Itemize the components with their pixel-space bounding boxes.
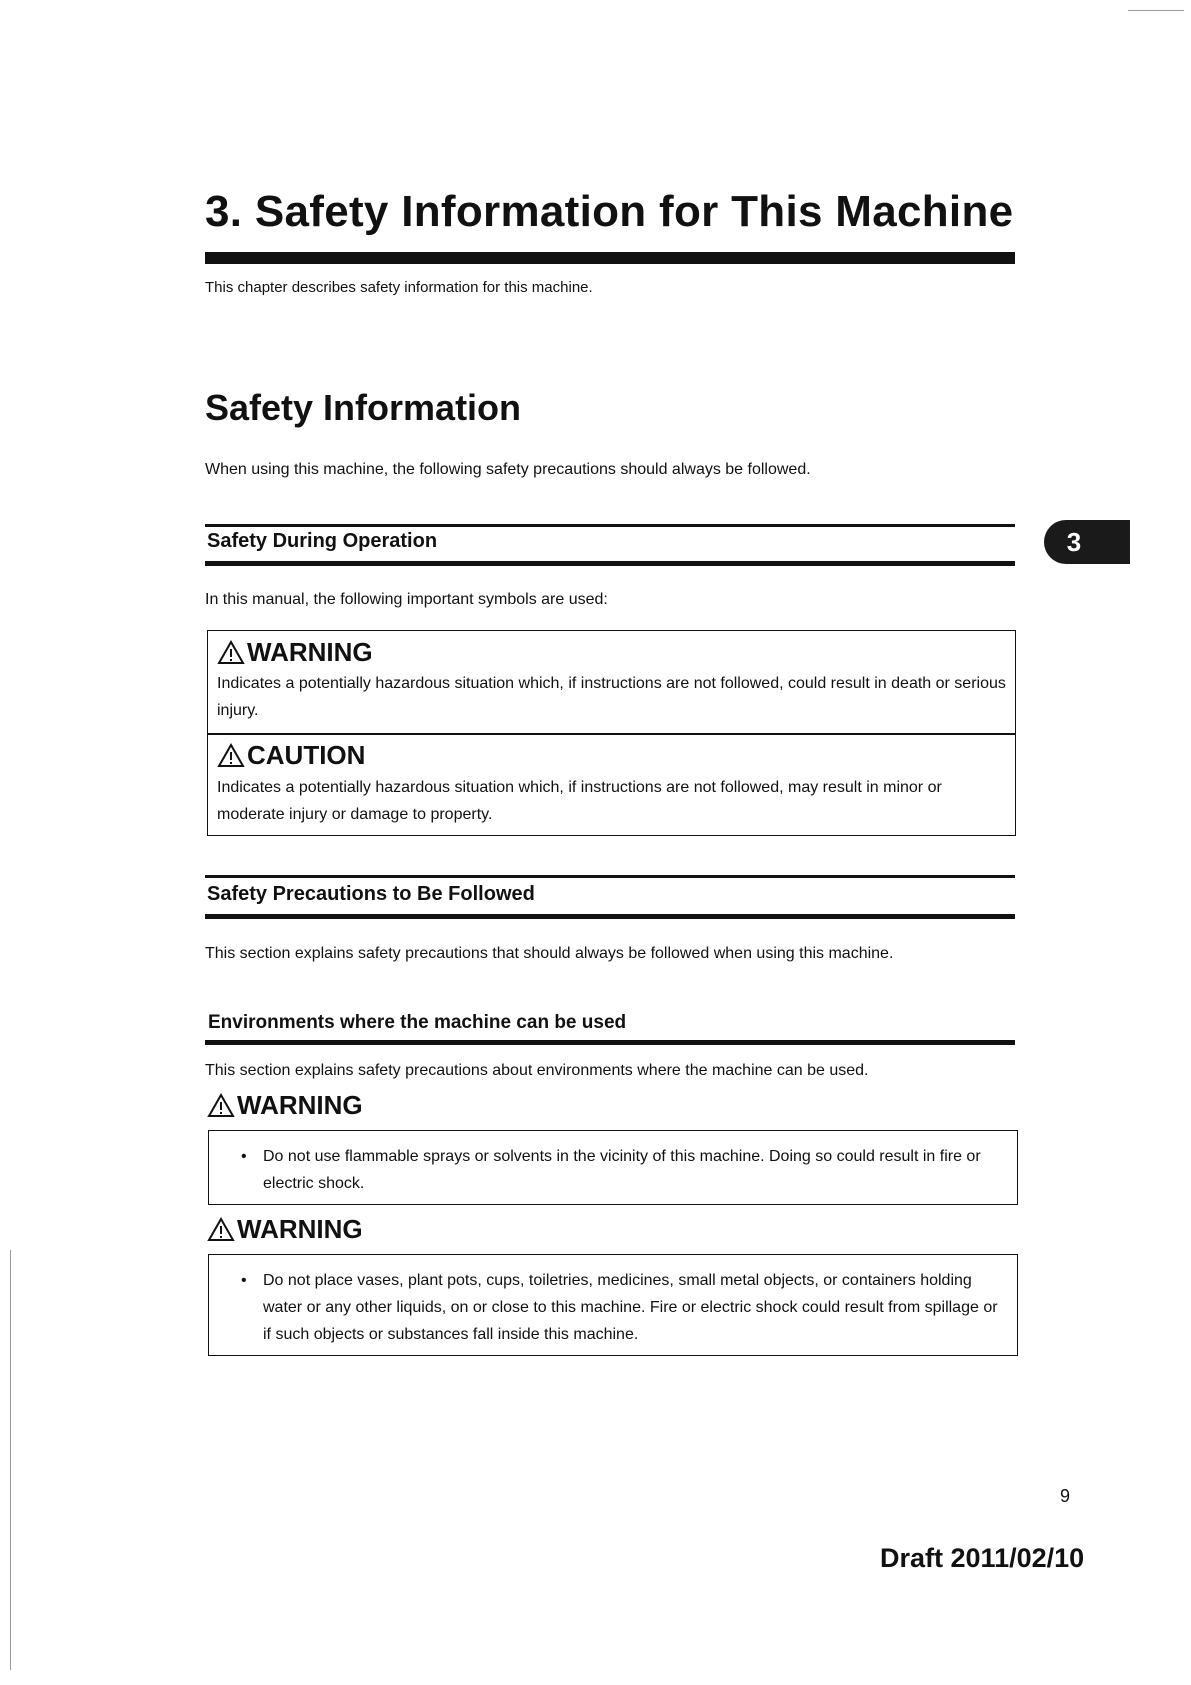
warning-triangle-icon — [207, 1093, 235, 1118]
chapter-title-rule — [205, 252, 1015, 264]
section-title-safety-information: Safety Information — [205, 387, 522, 428]
subsection-rule-bottom — [205, 561, 1015, 566]
warning-item-1 — [241, 1143, 1005, 1197]
symbol-label-warning — [217, 637, 373, 668]
scan-edge-line-left — [10, 1250, 11, 1670]
warning-triangle-icon — [207, 1217, 235, 1242]
warning-item-1-text: Do not use flammable sprays or solvents in the vicinity of this machine. Doing so could result in fire or electric shock. — [263, 1148, 981, 1192]
scan-edge-line-top — [1128, 10, 1184, 11]
bullet: • — [241, 1272, 247, 1289]
page-number: 9 — [1060, 1486, 1071, 1506]
warning-triangle-icon — [217, 640, 245, 665]
chapter-tab — [1044, 520, 1130, 564]
warning-item-2 — [241, 1267, 1005, 1348]
subsubsection-rule — [205, 1040, 1015, 1045]
section-description-safety-information: When using this machine, the following safety precautions should always be followed. — [205, 461, 811, 478]
chapter-description: This chapter describes safety information for this machine. — [205, 279, 593, 296]
symbol-label-caution — [217, 740, 365, 771]
bullet: • — [241, 1148, 247, 1165]
symbol-label-warning-text: WARNING — [247, 637, 373, 667]
symbol-description-caution: Indicates a potentially hazardous situation which, if instructions are not followed, may result in minor or moderate injury or damage to property. — [217, 779, 942, 823]
subsubsection-title-environments: Environments where the machine can be used — [208, 1012, 627, 1033]
warning-heading-2 — [207, 1214, 363, 1245]
warning-heading-1-text: WARNING — [237, 1090, 363, 1120]
warning-heading-1 — [207, 1090, 363, 1121]
symbol-label-caution-text: CAUTION — [247, 740, 366, 770]
symbols-intro: In this manual, the following important symbols are used: — [205, 591, 608, 608]
warning-box-1 — [208, 1130, 1018, 1205]
warning-triangle-icon — [217, 743, 245, 768]
symbols-box-divider — [207, 733, 1016, 735]
chapter-tab-number: 3 — [1066, 526, 1082, 557]
warning-item-2-text: Do not place vases, plant pots, cups, toiletries, medicines, small metal objects, or containers holding water or any other liquids, on or close to this machine. Fire or electric shock could result from spillage or if such objects or substances fall inside this machine. — [263, 1272, 998, 1343]
warning-box-2 — [208, 1254, 1018, 1356]
subsection-rule-top — [205, 875, 1015, 878]
warning-heading-2-text: WARNING — [237, 1214, 363, 1244]
subsection-rule-bottom — [205, 914, 1015, 919]
subsection-rule-top — [205, 524, 1015, 527]
symbol-description-warning: Indicates a potentially hazardous situation which, if instructions are not followed, could result in death or serious injury. — [217, 675, 1006, 719]
subsection-title-safety-precautions: Safety Precautions to Be Followed — [207, 883, 535, 905]
chapter-title: 3. Safety Information for This Machine — [205, 187, 1014, 236]
safety-precautions-description: This section explains safety precautions that should always be followed when using this machine. — [205, 945, 894, 962]
subsection-title-safety-during-operation: Safety During Operation — [207, 530, 438, 552]
draft-stamp: Draft 2011/02/10 — [880, 1543, 1085, 1573]
environments-description: This section explains safety precautions about environments where the machine can be used. — [205, 1062, 869, 1079]
